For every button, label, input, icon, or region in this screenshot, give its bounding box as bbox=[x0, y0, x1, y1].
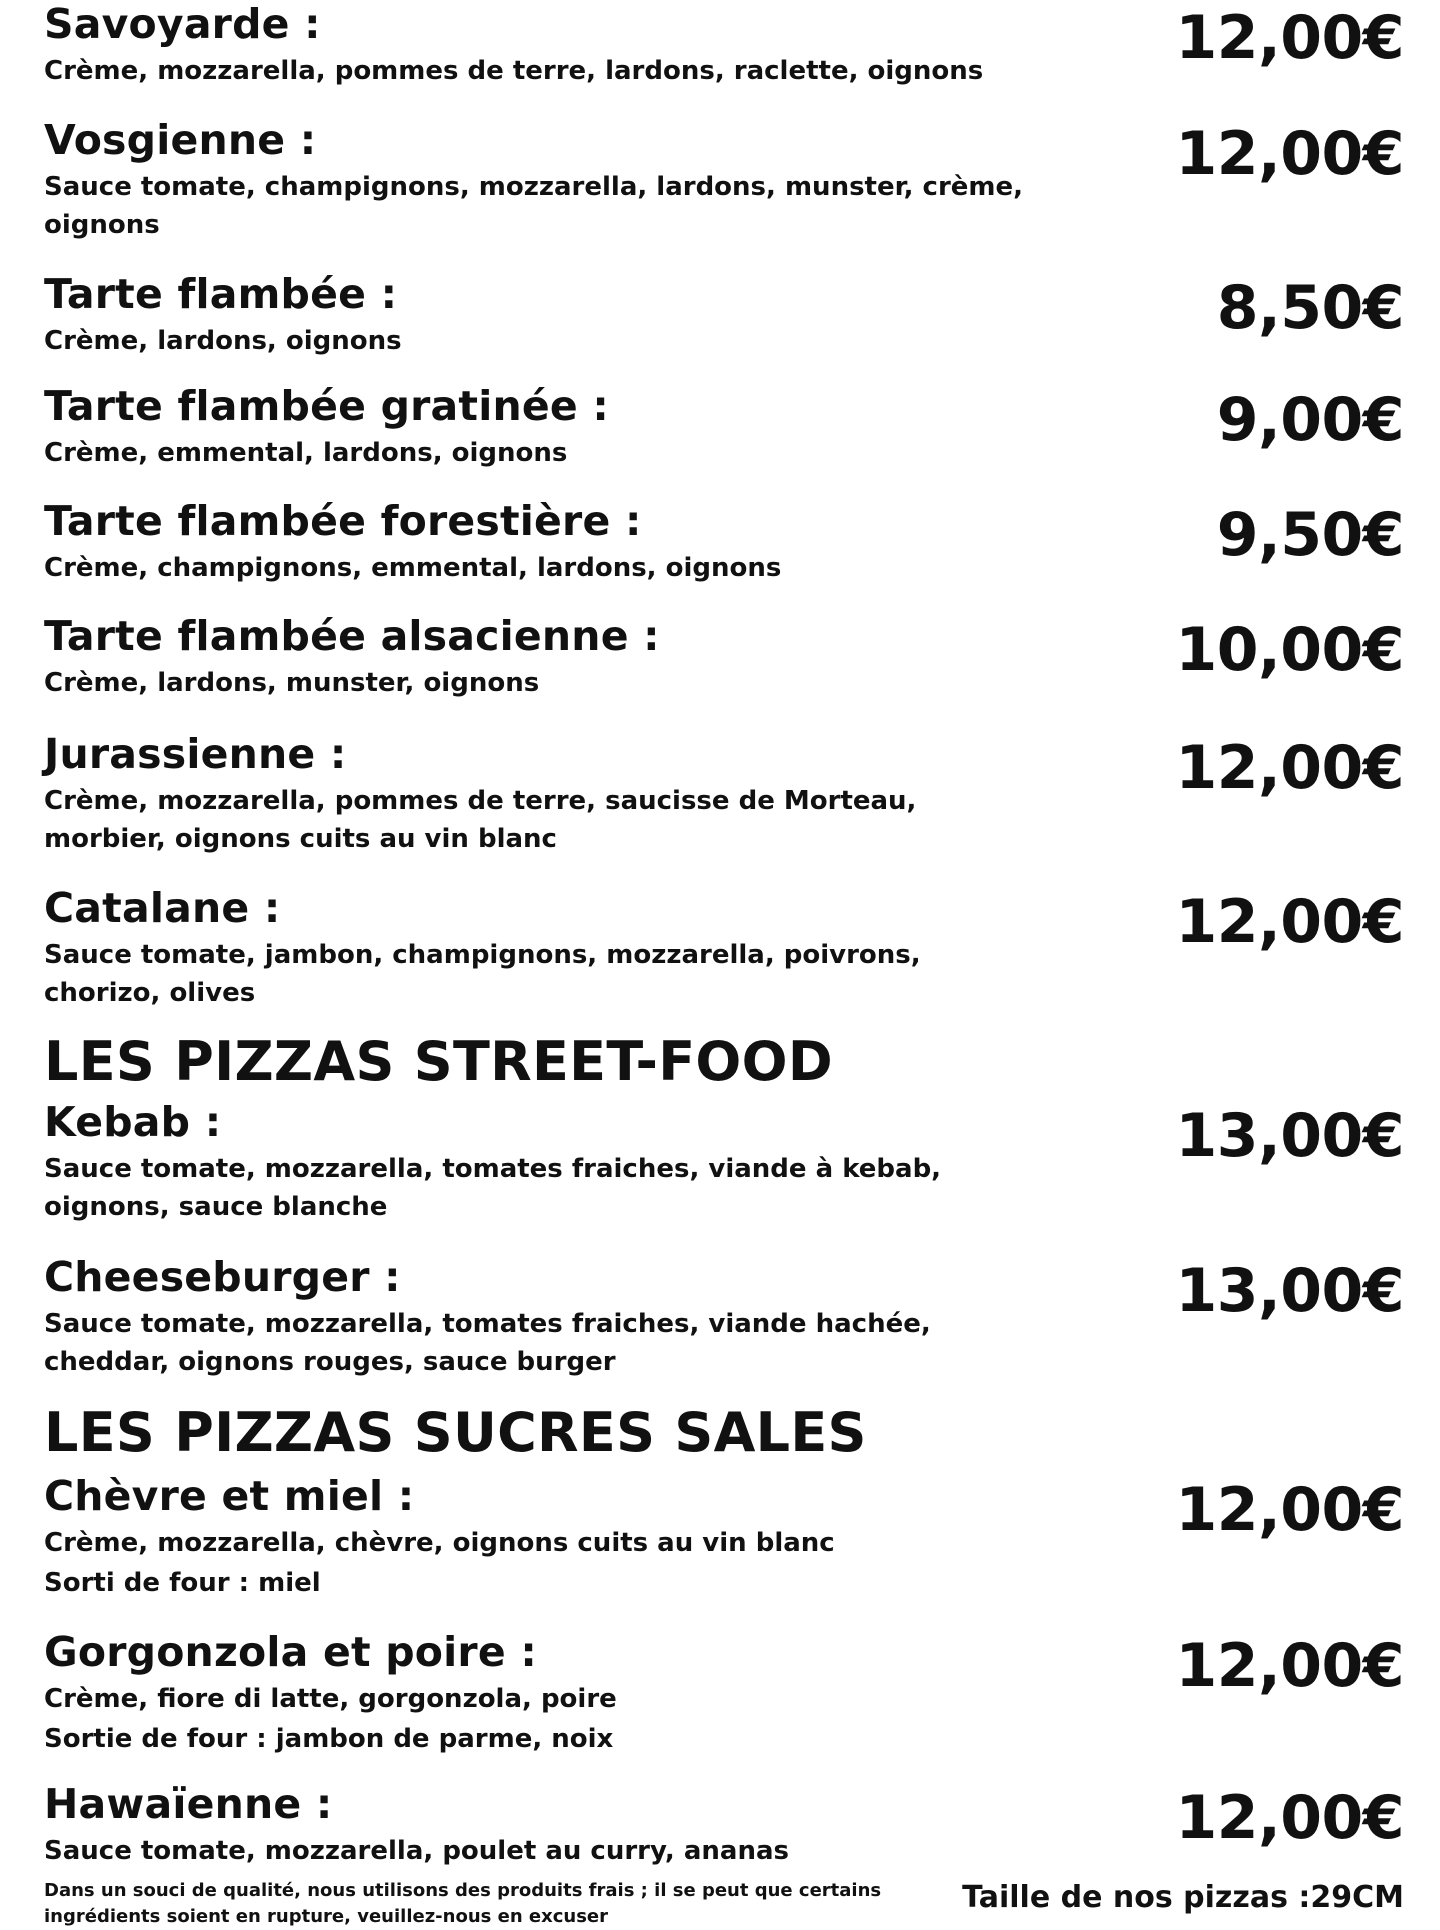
item-price: 12,00€ bbox=[1175, 887, 1404, 957]
item-description: Crème, mozzarella, chèvre, oignons cuits au vin blanc bbox=[44, 1528, 835, 1558]
pizza-size-note: Taille de nos pizzas :29CM bbox=[962, 1880, 1404, 1915]
section-heading-sucres-sales: LES PIZZAS SUCRES SALES bbox=[44, 1401, 867, 1464]
menu-item-hawaienne bbox=[44, 1780, 1404, 1870]
item-description: Crème, lardons, oignons bbox=[44, 326, 402, 356]
item-price: 12,00€ bbox=[1175, 3, 1404, 73]
item-description: Sauce tomate, jambon, champignons, mozzarella, poivrons, chorizo, olives bbox=[44, 940, 921, 1008]
item-price: 9,00€ bbox=[1216, 385, 1404, 455]
menu-item-tarte-flambee-alsacienne bbox=[44, 612, 1404, 702]
item-description: Crème, champignons, emmental, lardons, oignons bbox=[44, 553, 782, 583]
menu-item-tarte-flambee bbox=[44, 270, 1404, 360]
item-price: 13,00€ bbox=[1175, 1101, 1404, 1171]
menu-item-tarte-flambee-gratinee bbox=[44, 382, 1404, 472]
item-description-extra: Sorti de four : miel bbox=[44, 1568, 321, 1598]
item-price: 12,00€ bbox=[1175, 1475, 1404, 1545]
menu-item-jurassienne bbox=[44, 730, 1404, 858]
menu-item-catalane bbox=[44, 884, 1404, 1012]
item-name: Kebab : bbox=[44, 1098, 222, 1146]
item-description: Sauce tomate, mozzarella, tomates fraiches, viande hachée, cheddar, oignons rouges, sauce burger bbox=[44, 1309, 931, 1377]
menu-item-tarte-flambee-forestiere bbox=[44, 497, 1404, 587]
item-price: 9,50€ bbox=[1216, 500, 1404, 570]
item-description: Sauce tomate, mozzarella, poulet au curry, ananas bbox=[44, 1836, 789, 1866]
item-price: 8,50€ bbox=[1216, 273, 1404, 343]
item-name: Tarte flambée alsacienne : bbox=[44, 612, 660, 660]
item-name: Vosgienne : bbox=[44, 116, 317, 164]
item-description: Crème, fiore di latte, gorgonzola, poire bbox=[44, 1684, 617, 1714]
item-description: Crème, mozzarella, pommes de terre, saucisse de Morteau, morbier, oignons cuits au vin blanc bbox=[44, 786, 917, 854]
item-name: Cheeseburger : bbox=[44, 1253, 401, 1301]
item-description-extra: Sortie de four : jambon de parme, noix bbox=[44, 1724, 614, 1754]
item-name: Tarte flambée : bbox=[44, 270, 398, 318]
menu-item-chevre-et-miel bbox=[44, 1472, 1404, 1602]
item-name: Jurassienne : bbox=[44, 730, 347, 778]
item-name: Gorgonzola et poire : bbox=[44, 1628, 537, 1676]
item-price: 13,00€ bbox=[1175, 1256, 1404, 1326]
menu-item-savoyarde bbox=[44, 0, 1404, 90]
item-name: Savoyarde : bbox=[44, 0, 321, 48]
item-name: Catalane : bbox=[44, 884, 281, 932]
menu-item-cheeseburger bbox=[44, 1253, 1404, 1381]
item-description: Sauce tomate, mozzarella, tomates fraiches, viande à kebab, oignons, sauce blanche bbox=[44, 1154, 942, 1222]
item-description: Sauce tomate, champignons, mozzarella, lardons, munster, crème, oignons bbox=[44, 172, 1024, 240]
item-description: Crème, mozzarella, pommes de terre, lardons, raclette, oignons bbox=[44, 56, 984, 86]
item-price: 10,00€ bbox=[1175, 615, 1404, 685]
item-name: Chèvre et miel : bbox=[44, 1472, 415, 1520]
item-price: 12,00€ bbox=[1175, 733, 1404, 803]
item-price: 12,00€ bbox=[1175, 1631, 1404, 1701]
item-description: Crème, emmental, lardons, oignons bbox=[44, 438, 568, 468]
section-heading-street-food: LES PIZZAS STREET-FOOD bbox=[44, 1030, 833, 1093]
item-description: Crème, lardons, munster, oignons bbox=[44, 668, 540, 698]
menu-item-gorgonzola-et-poire bbox=[44, 1628, 1404, 1758]
item-name: Tarte flambée gratinée : bbox=[44, 382, 609, 430]
freshness-note: Dans un souci de qualité, nous utilisons des produits frais ; il se peut que certains ingrédients soient en rupture, veuillez-nous en excuser bbox=[44, 1880, 882, 1927]
item-price: 12,00€ bbox=[1175, 1783, 1404, 1853]
item-price: 12,00€ bbox=[1175, 119, 1404, 189]
item-name: Hawaïenne : bbox=[44, 1780, 333, 1828]
menu-item-kebab bbox=[44, 1098, 1404, 1226]
menu-item-vosgienne bbox=[44, 116, 1404, 244]
item-name: Tarte flambée forestière : bbox=[44, 497, 642, 545]
